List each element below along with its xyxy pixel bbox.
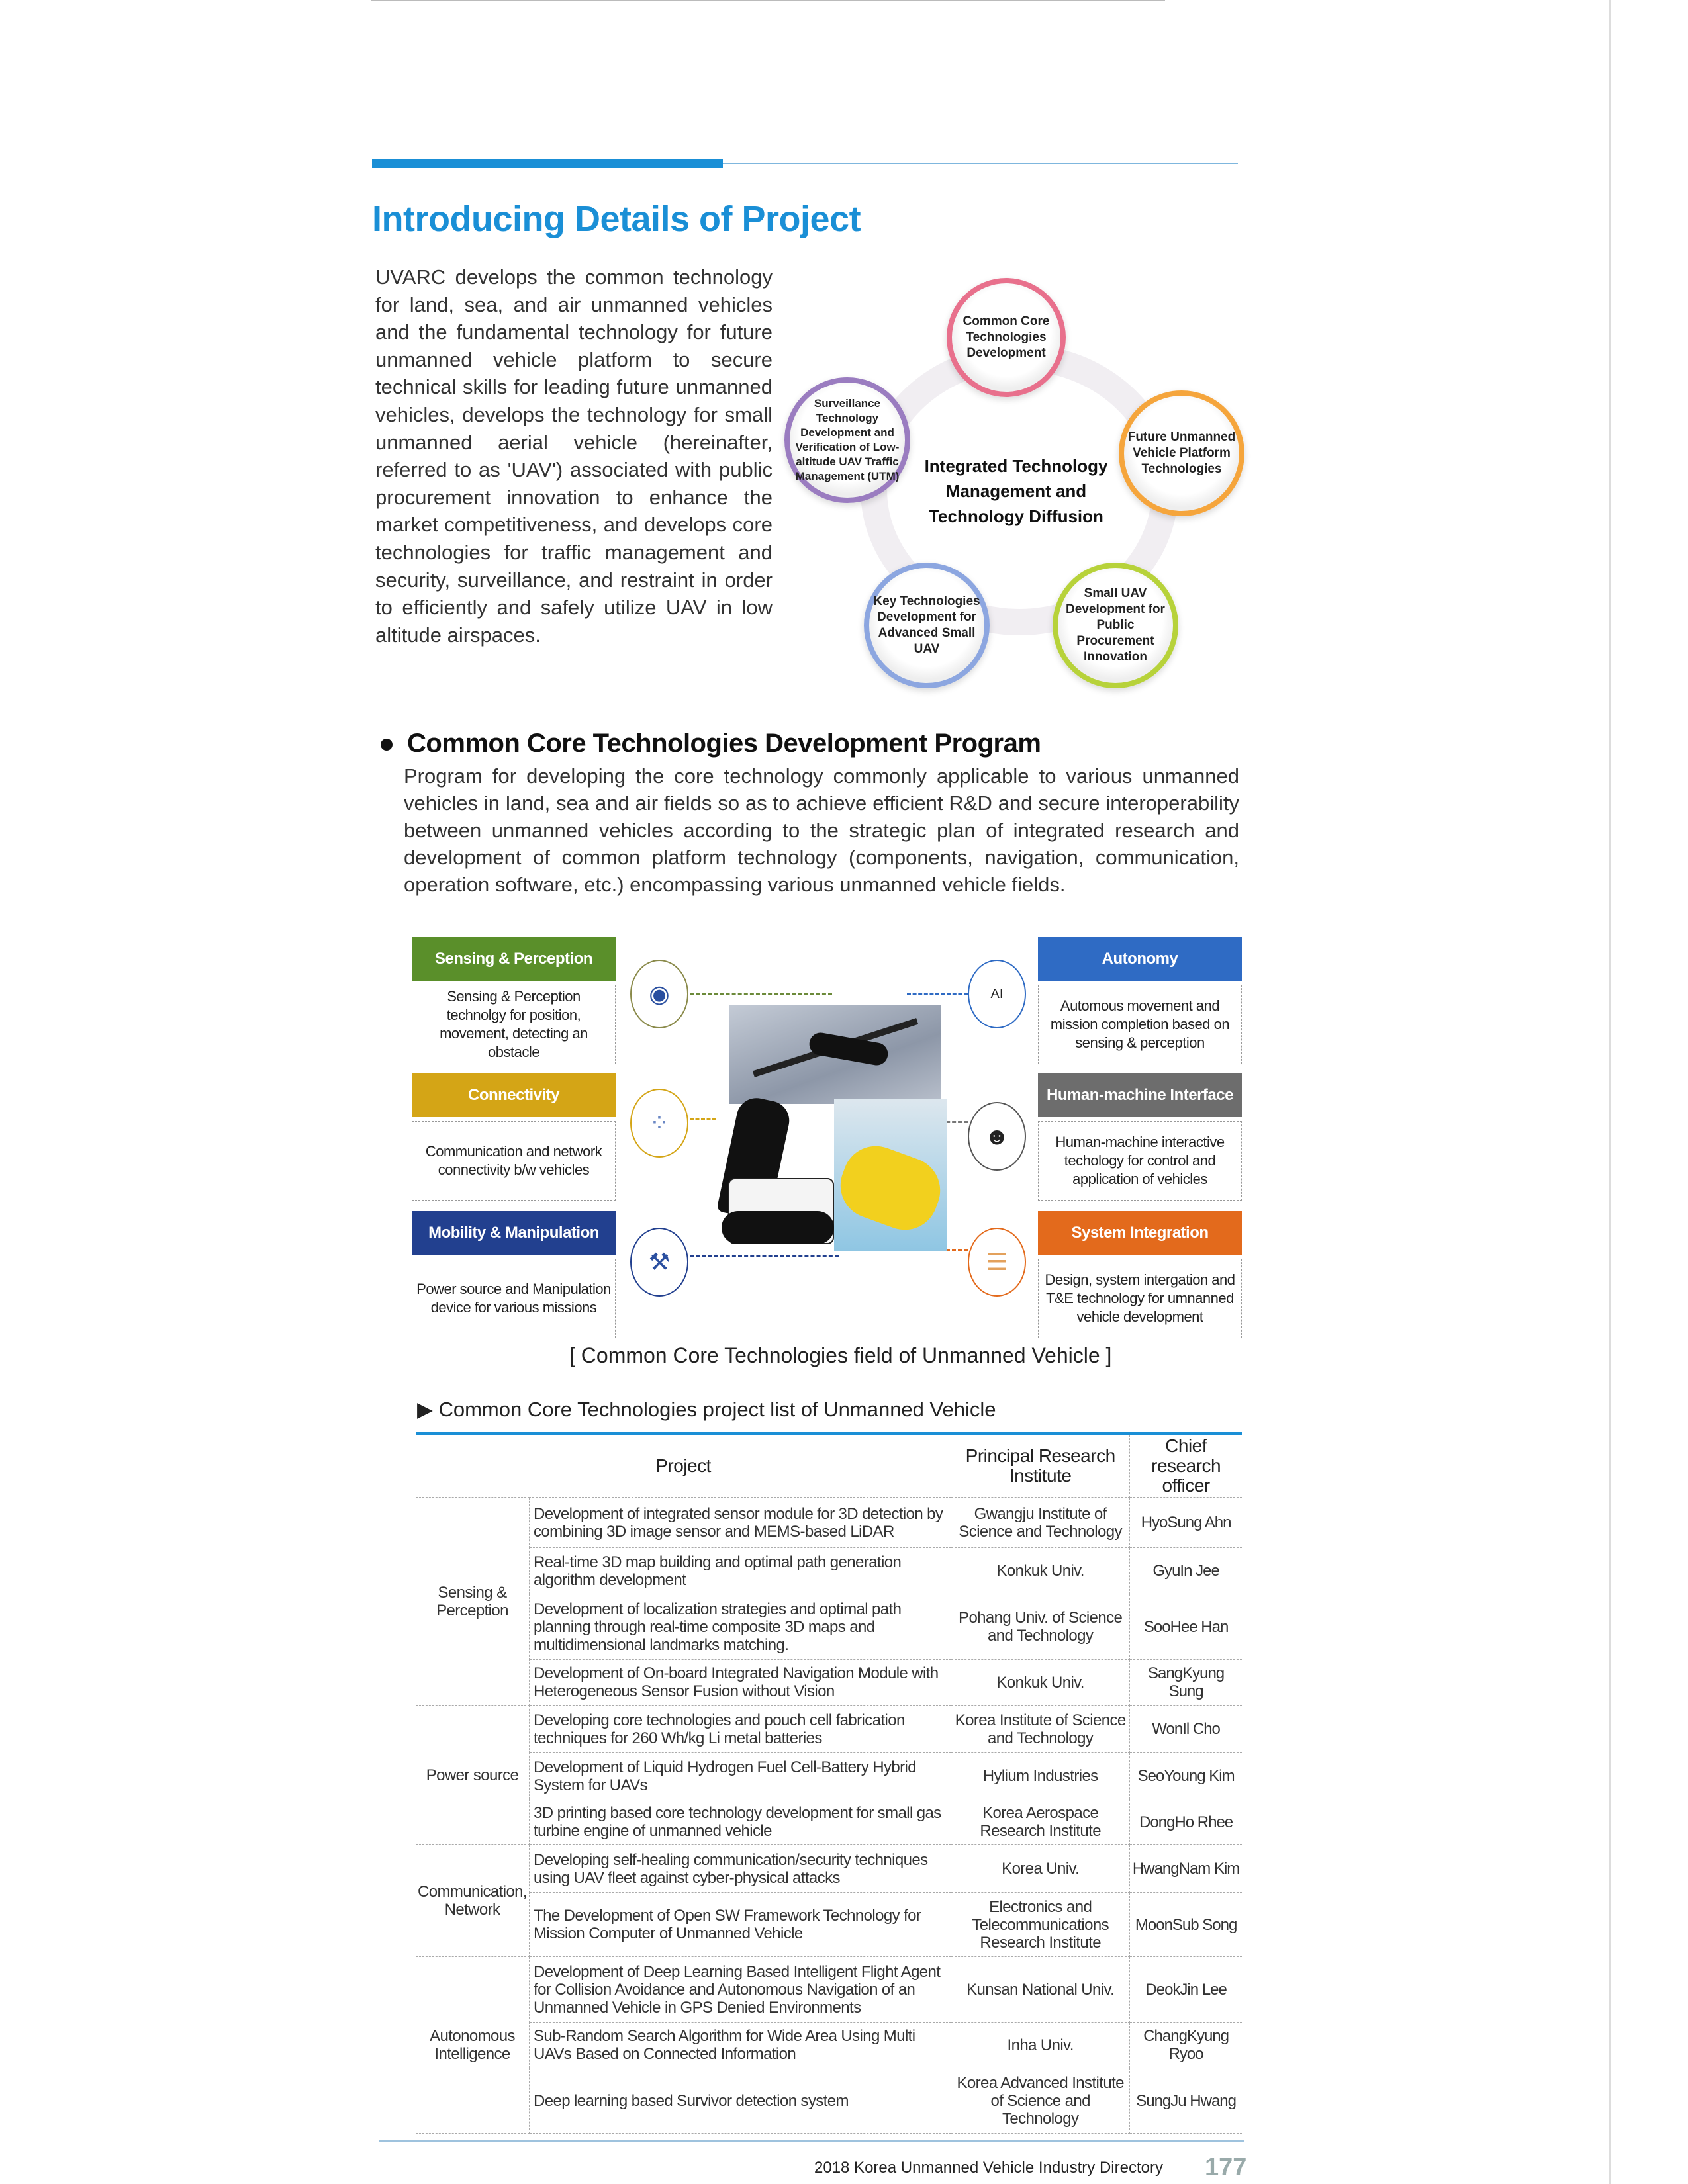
cell-project: Developing self-healing communication/security techniques using UAV fleet against cyber-physical attacks	[530, 1845, 951, 1893]
program-paragraph: Program for developing the core technology commonly applicable to various unmanned vehicles in land, sea and air fields so as to achieve efficient R&D and secure interoperability between unmanned vehicles according to the strategic plan of integrated research and development of common platform technology (components, navigation, communication, operation software, etc.) encompassing various unmanned vehicle fields.	[404, 764, 1239, 896]
field-header-hmi: Human-machine Interface	[1038, 1073, 1242, 1117]
header-officer: Chief research officer	[1130, 1433, 1242, 1498]
cell-institute: Korea Aerospace Research Institute	[951, 1799, 1130, 1845]
integration-diagram	[781, 265, 1258, 715]
cell-officer: SooHee Han	[1130, 1594, 1242, 1660]
cell-project: Development of On-board Integrated Navigation Module with Heterogeneous Sensor Fusion without Vision	[530, 1660, 951, 1706]
field-desc-mobility: Power source and Manipulation device for various missions	[412, 1259, 616, 1338]
cell-project: Development of localization strategies and optimal path planning through real-time composite 3D maps and multidimensional landmarks matching.	[530, 1594, 951, 1660]
cell-project: Developing core technologies and pouch cell fabrication techniques for 260 Wh/kg Li metal batteries	[530, 1706, 951, 1753]
table-row	[416, 2023, 1242, 2068]
table-row	[416, 2068, 1242, 2134]
field-desc-system-integration: Design, system intergation and T&E technology for umnanned vehicle development	[1038, 1259, 1242, 1338]
network-icon: ⁘	[630, 1089, 688, 1158]
header-institute: Principal Research Institute	[951, 1433, 1130, 1498]
cell-institute: Korea Institute of Science and Technology	[951, 1706, 1130, 1753]
cell-institute: Inha Univ.	[951, 2023, 1130, 2068]
table-row	[416, 1845, 1242, 1893]
cell-officer: GyuIn Jee	[1130, 1548, 1242, 1594]
robot-arm-icon: ⚒	[630, 1228, 688, 1297]
project-list-heading-text: Common Core Technologies project list of Unmanned Vehicle	[438, 1398, 996, 1421]
cell-project: Deep learning based Survivor detection system	[530, 2068, 951, 2134]
program-heading	[381, 728, 1041, 758]
group-label: Sensing & Perception	[416, 1498, 530, 1706]
page-title: Introducing Details of Project	[372, 199, 861, 239]
cell-officer: SeoYoung Kim	[1130, 1753, 1242, 1799]
footer-rule	[379, 2140, 1244, 2142]
cell-officer: HwangNam Kim	[1130, 1845, 1242, 1893]
cell-institute: Pohang Univ. of Science and Technology	[951, 1594, 1130, 1660]
connector-connectivity	[690, 1118, 716, 1120]
group-label: Autonomous Intelligence	[416, 1957, 530, 2134]
cell-project: Sub-Random Search Algorithm for Wide Area Using Multi UAVs Based on Connected Information	[530, 2023, 951, 2068]
cell-officer: WonIl Cho	[1130, 1706, 1242, 1753]
page-edge	[1609, 0, 1611, 2184]
cell-officer: SangKyung Sung	[1130, 1660, 1242, 1706]
table-row	[416, 1660, 1242, 1706]
diagram-node-utm: Surveillance Technology Development and Verification of Low-altitude UAV Traffic Management (UTM)	[784, 377, 910, 503]
cell-officer: MoonSub Song	[1130, 1893, 1242, 1957]
diagram-node-key-tech: Key Technologies Development for Advanced Small UAV	[864, 563, 990, 688]
cell-project: Development of Deep Learning Based Intelligent Flight Agent for Collision Avoidance and Autonomous Navigation of an Unmanned Vehicle in GPS Denied Environments	[530, 1957, 951, 2023]
cell-officer: HyoSung Ahn	[1130, 1498, 1242, 1548]
header-project: Project	[416, 1433, 951, 1498]
cell-officer: SungJu Hwang	[1130, 2068, 1242, 2134]
ground-robot-wheels	[722, 1211, 834, 1244]
field-desc-connectivity: Communication and network connectivity b/w vehicles	[412, 1121, 616, 1201]
camera-icon: ◉	[630, 960, 688, 1028]
section-rule	[723, 163, 1238, 164]
table-row	[416, 1957, 1242, 2023]
table-row	[416, 1706, 1242, 1753]
cell-institute: Konkuk Univ.	[951, 1548, 1130, 1594]
table-row	[416, 1594, 1242, 1660]
diagram-node-common-core: Common Core Technologies Development	[947, 278, 1066, 397]
field-desc-autonomy: Automous movement and mission completion based on sensing & perception	[1038, 985, 1242, 1064]
field-header-autonomy: Autonomy	[1038, 937, 1242, 981]
program-heading-text: Common Core Technologies Development Program	[407, 729, 1041, 758]
cell-institute: Korea Univ.	[951, 1845, 1130, 1893]
table-row	[416, 1753, 1242, 1799]
group-label: Communication, Network	[416, 1845, 530, 1957]
fields-caption: [ Common Core Technologies field of Unmanned Vehicle ]	[569, 1343, 1112, 1367]
page-top-rule	[371, 0, 1165, 1]
diagram-node-small-uav: Small UAV Development for Public Procurement Innovation	[1053, 563, 1178, 688]
cell-institute: Electronics and Telecommunications Research Institute	[951, 1893, 1130, 1957]
intro-paragraph: UVARC develops the common technology for land, sea, and air unmanned vehicles and the fundamental technology for future unmanned vehicle platform to secure technical skills for leading future unmanned vehicles, develops the technology for small unmanned aerial vehicle (hereinafter, referred to as 'UAV') associated with public procurement innovation to enhance the market competitiveness, and develops core technologies for traffic management and security, surveillance, and restraint in order to efficiently and safely utilize UAV in low altitude airspaces.	[375, 265, 773, 647]
page-number: 177	[1205, 2154, 1247, 2181]
table-row	[416, 1548, 1242, 1594]
bullet-icon	[381, 739, 393, 751]
connector-autonomy	[907, 993, 968, 995]
cell-project: Development of Liquid Hydrogen Fuel Cell-Battery Hybrid System for UAVs	[530, 1753, 951, 1799]
connector-sensing	[690, 993, 832, 995]
cell-institute: Kunsan National Univ.	[951, 1957, 1130, 2023]
field-header-system-integration: System Integration	[1038, 1211, 1242, 1255]
diagram-node-future-platform: Future Unmanned Vehicle Platform Technologies	[1119, 390, 1244, 516]
group-label: Power source	[416, 1706, 530, 1845]
footer-text: 2018 Korea Unmanned Vehicle Industry Directory	[814, 2159, 1163, 2177]
cell-project: Real-time 3D map building and optimal path generation algorithm development	[530, 1548, 951, 1594]
cell-institute: Gwangju Institute of Science and Technology	[951, 1498, 1130, 1548]
field-header-mobility: Mobility & Manipulation	[412, 1211, 616, 1255]
section-bar	[372, 159, 723, 168]
table-row	[416, 1799, 1242, 1845]
cell-project: Development of integrated sensor module for 3D detection by combining 3D image sensor and MEMS-based LiDAR	[530, 1498, 951, 1548]
cell-officer: ChangKyung Ryoo	[1130, 2023, 1242, 2068]
cell-institute: Konkuk Univ.	[951, 1660, 1130, 1706]
field-desc-sensing: Sensing & Perception technolgy for position, movement, detecting an obstacle	[412, 985, 616, 1064]
project-table	[416, 1432, 1242, 2134]
uav-photo	[729, 1005, 941, 1104]
ai-head-icon: AI	[968, 960, 1026, 1028]
project-list-heading	[417, 1398, 996, 1422]
cell-institute: Korea Advanced Institute of Science and Technology	[951, 2068, 1130, 2134]
cell-officer: DeokJin Lee	[1130, 1957, 1242, 2023]
table-row	[416, 1498, 1242, 1548]
stack-icon: ☰	[968, 1228, 1026, 1297]
cell-officer: DongHo Rhee	[1130, 1799, 1242, 1845]
field-header-sensing: Sensing & Perception	[412, 937, 616, 981]
triangle-icon: ▶	[417, 1398, 439, 1421]
cell-institute: Hylium Industries	[951, 1753, 1130, 1799]
cell-project: The Development of Open SW Framework Technology for Mission Computer of Unmanned Vehicle	[530, 1893, 951, 1957]
diagram-center-label: Integrated Technology Management and Technology Diffusion	[924, 456, 1108, 526]
table-row	[416, 1893, 1242, 1957]
connector-mobility	[690, 1255, 839, 1257]
field-desc-hmi: Human-machine interactive techology for control and application of vehicles	[1038, 1121, 1242, 1201]
cell-project: 3D printing based core technology development for small gas turbine engine of unmanned vehicle	[530, 1799, 951, 1845]
field-header-connectivity: Connectivity	[412, 1073, 616, 1117]
head-icon: ☻	[968, 1102, 1026, 1171]
